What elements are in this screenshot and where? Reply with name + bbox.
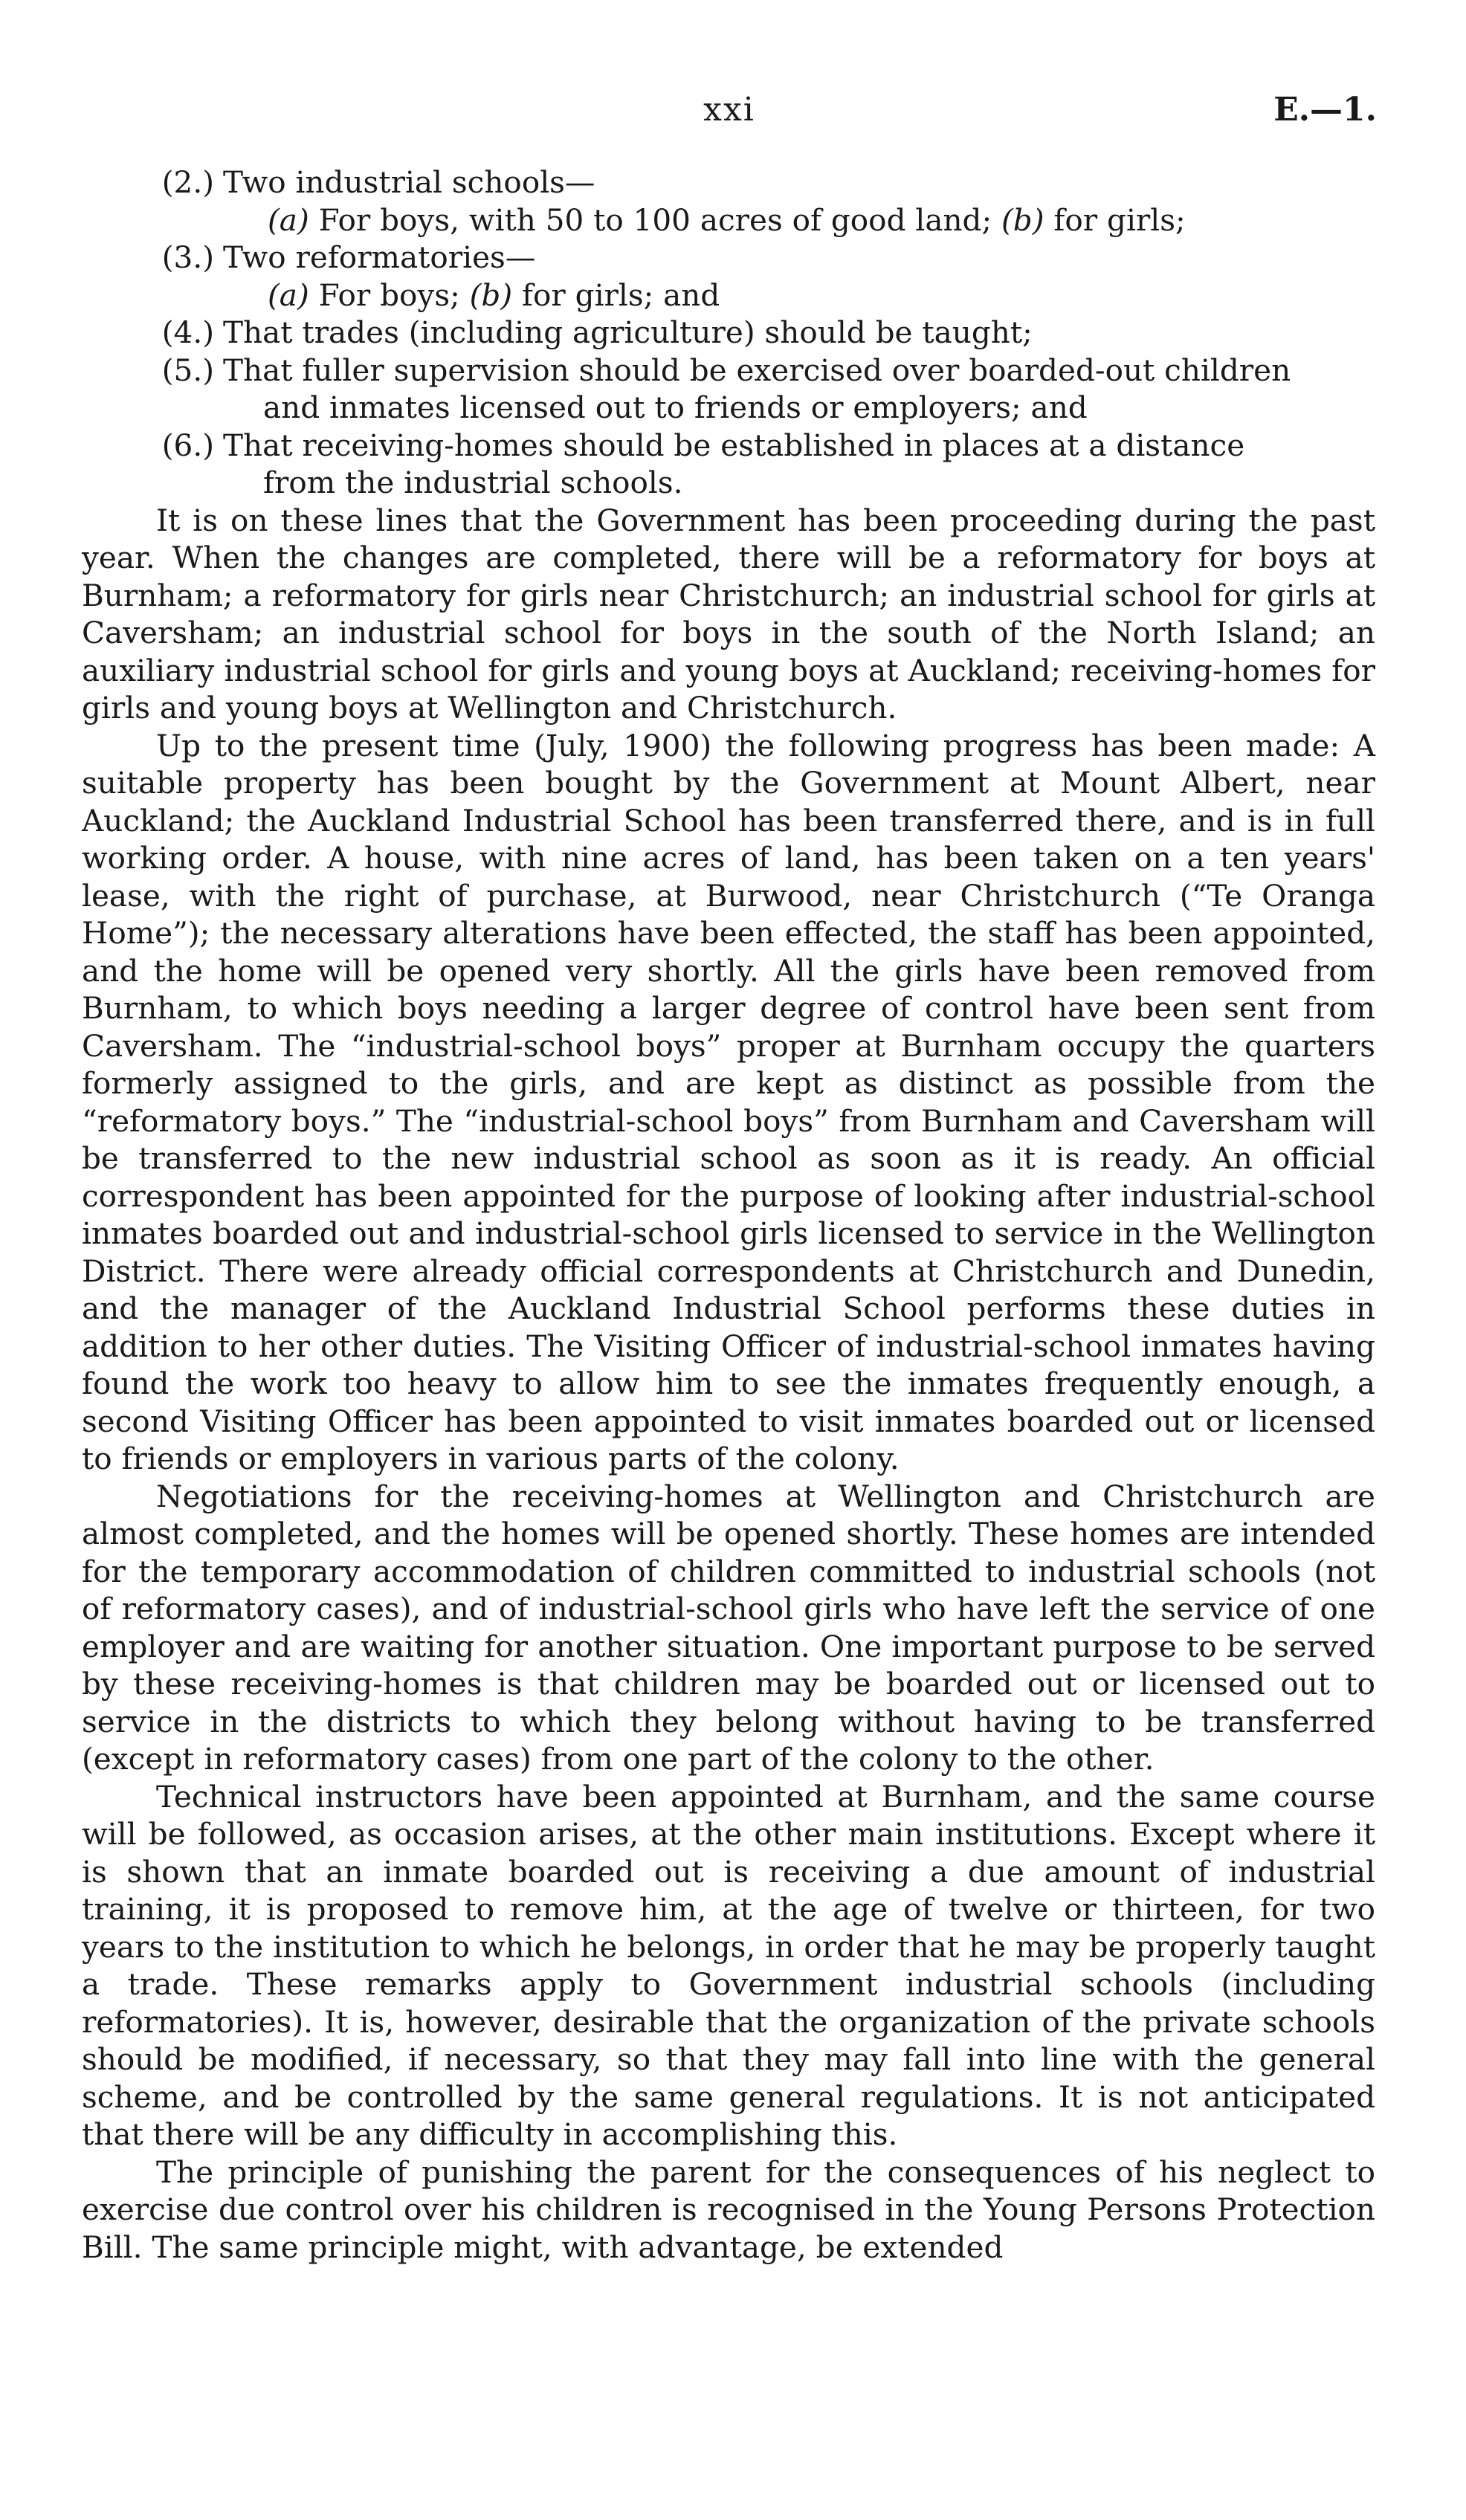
list-item-6 <box>82 427 1375 502</box>
list-text: Two reformatories— <box>223 239 536 275</box>
list-item-2 <box>82 164 1375 201</box>
sub-label-b: (b) <box>469 277 513 313</box>
list-text-continuation: and inmates licensed out to friends or employers; and <box>263 390 1088 425</box>
sub-label-a: (a) <box>268 201 309 238</box>
list-number: (3.) <box>161 239 214 275</box>
sub-text-a: For boys, with 50 to 100 acres of good land; <box>318 201 992 238</box>
list-text: Two industrial schools— <box>223 164 595 200</box>
paragraph-government-lines: It is on these lines that the Government has been proceeding during the past year. When the changes are completed, there will be a reformatory for boys at Burnham; a reformatory for girls near Christchurch; an industrial school for girls at Caversham; an industrial school for boys in the south of the North Island; an auxiliary industrial school for girls and young boys at Auckland; receiving-homes for girls and young boys at Wellington and Christchurch. <box>82 502 1375 726</box>
list-item-4 <box>82 314 1375 352</box>
sub-text-a: For boys; <box>318 277 460 313</box>
document-code: E.—1. <box>1273 91 1377 129</box>
list-item-5 <box>82 352 1375 427</box>
paragraph-technical-instructors: Technical instructors have been appointed at Burnham, and the same course will be followed, as occasion arises, at the other main institutions. Except where it is shown that an inmate boarded out is receiving a due amount of industrial training, it is proposed to remove him, at the age of twelve or thirteen, for two years to the institution to which he belongs, in order that he may be properly taught a trade. These remarks apply to Government industrial schools (including reformatories). It is, however, desirable that the organization of the private schools should be modified, if necessary, so that they may fall into line with the general scheme, and be controlled by the same general regulations. It is not anticipated that there will be any difficulty in accomplishing this. <box>82 1778 1375 2152</box>
page-header <box>82 91 1377 135</box>
sub-text-b: for girls; <box>1053 201 1186 238</box>
paragraph-progress: Up to the present time (July, 1900) the following progress has been made: A suitable property has been bought by the Government at Mount Albert, near Auckland; the Auckland Industrial School has been transferred there, and is in full working order. A house, with nine acres of land, has been taken on a ten years' lease, with the right of purchase, at Burwood, near Christchurch (“Te Oranga Home”); the necessary alterations have been effected, the staff has been appointed, and the home will be opened very shortly. All the girls have been removed from Burnham, to which boys needing a larger degree of control have been sent from Caversham. The “industrial-school boys” proper at Burnham occupy the quarters formerly assigned to the girls, and are kept as distinct as possible from the “reformatory boys.” The “industrial-school boys” from Burnham and Caversham will be transferred to the new industrial school as soon as it is ready. An official correspondent has been appointed for the purpose of looking after industrial-school inmates boarded out and industrial-school girls licensed to service in the Wellington District. There were already official correspondents at Christchurch and Dunedin, and the manager of the Auckland Industrial School performs these duties in addition to her other duties. The Visiting Officer of industrial-school inmates having found the work too heavy to allow him to see the inmates frequently enough, a second Visiting Officer has been appointed to visit inmates boarded out or licensed to friends or employers in various parts of the colony. <box>82 727 1375 1476</box>
sub-item-reformatories <box>268 277 1375 314</box>
list-text-line: That fuller supervision should be exercised over boarded-out children <box>223 352 1291 388</box>
sub-item-industrial-schools <box>268 201 1375 239</box>
list-number: (6.) <box>161 427 214 463</box>
page-number: xxi <box>703 91 755 129</box>
list-text <box>223 427 1375 502</box>
sub-label-b: (b) <box>1001 201 1044 238</box>
list-text: That trades (including agriculture) should be taught; <box>223 314 1033 350</box>
list-text-line: That receiving-homes should be established in places at a distance <box>223 427 1245 463</box>
list-number: (4.) <box>161 314 214 350</box>
paragraph-receiving-homes: Negotiations for the receiving-homes at Wellington and Christchurch are almost completed, and the homes will be opened shortly. These homes are intended for the temporary accommodation of children committed to industrial schools (not of reformatory cases), and of industrial-school girls who have left the service of one employer and are waiting for another situation. One important purpose to be served by these receiving-homes is that children may be boarded out or licensed out to service in the districts to which they belong without having to be transferred (except in reformatory cases) from one part of the colony to the other. <box>82 1478 1375 1777</box>
list-text <box>223 352 1375 427</box>
list-text-continuation: from the industrial schools. <box>263 465 683 500</box>
list-number: (5.) <box>161 352 214 388</box>
paragraph-parent-principle: The principle of punishing the parent for the consequences of his neglect to exercise due control over his children is recognised in the Young Persons Protection Bill. The same principle might, with advantage, be extended <box>82 2154 1375 2265</box>
sub-label-a: (a) <box>268 277 309 313</box>
list-item-3 <box>82 239 1375 277</box>
sub-text-b: for girls; and <box>522 277 720 313</box>
body-text <box>82 164 1375 2266</box>
list-number: (2.) <box>161 164 214 200</box>
